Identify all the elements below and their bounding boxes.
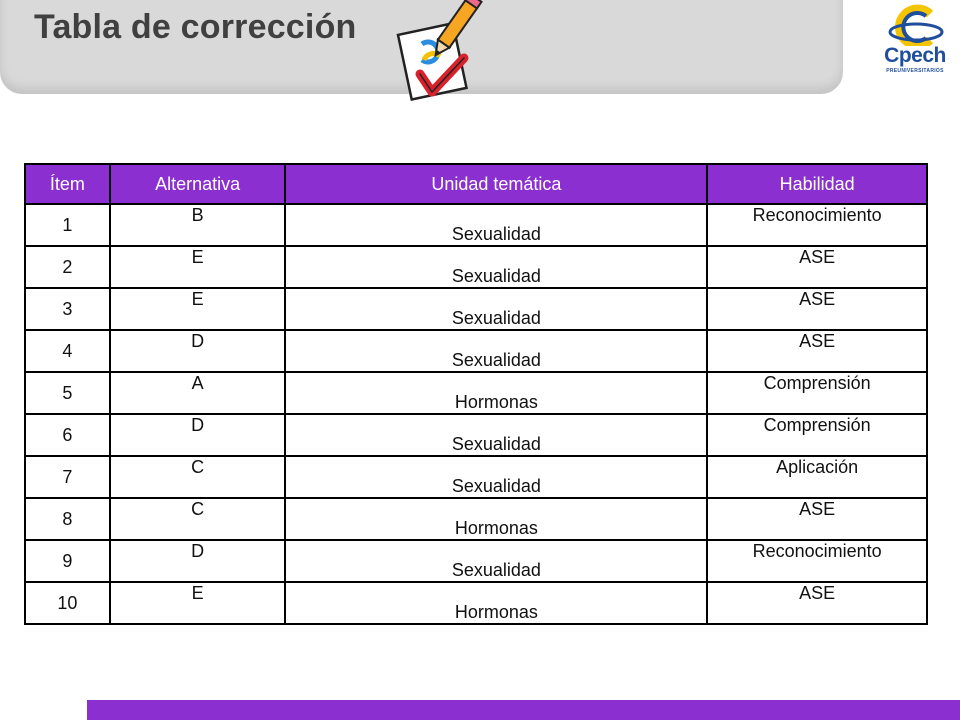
table-row <box>25 498 927 540</box>
table-row <box>25 246 927 288</box>
column-header-unidad: Unidad temática <box>285 164 707 204</box>
cell-alternativa: E <box>110 246 286 288</box>
pencil-checkmark-icon <box>394 0 484 104</box>
table-header-row <box>25 164 927 204</box>
cell-habilidad: ASE <box>707 330 927 372</box>
table-row <box>25 204 927 246</box>
footer-accent-bar <box>87 700 960 720</box>
logo-name: Cpech <box>884 44 946 67</box>
table-row <box>25 372 927 414</box>
cell-habilidad: Reconocimiento <box>707 540 927 582</box>
cell-item: 2 <box>25 246 110 288</box>
cell-habilidad: Comprensión <box>707 414 927 456</box>
cell-item: 1 <box>25 204 110 246</box>
cell-item: 9 <box>25 540 110 582</box>
cell-item: 6 <box>25 414 110 456</box>
cell-unidad: Sexualidad <box>285 330 707 372</box>
cell-unidad: Sexualidad <box>285 288 707 330</box>
table-row <box>25 540 927 582</box>
table-row <box>25 582 927 624</box>
cell-alternativa: D <box>110 414 286 456</box>
correction-table <box>24 163 928 625</box>
cell-alternativa: B <box>110 204 286 246</box>
cell-habilidad: ASE <box>707 498 927 540</box>
table-row <box>25 414 927 456</box>
cell-alternativa: E <box>110 582 286 624</box>
cell-alternativa: D <box>110 330 286 372</box>
column-header-item: Ítem <box>25 164 110 204</box>
table-row <box>25 330 927 372</box>
cell-alternativa: C <box>110 498 286 540</box>
cell-item: 3 <box>25 288 110 330</box>
cell-alternativa: E <box>110 288 286 330</box>
cpech-logo-icon <box>876 2 954 46</box>
cell-unidad: Hormonas <box>285 498 707 540</box>
cell-unidad: Sexualidad <box>285 204 707 246</box>
cell-unidad: Sexualidad <box>285 456 707 498</box>
cell-alternativa: A <box>110 372 286 414</box>
cell-unidad: Sexualidad <box>285 246 707 288</box>
cell-unidad: Hormonas <box>285 372 707 414</box>
logo-tagline: PREUNIVERSITARIOS <box>886 68 944 74</box>
cell-unidad: Sexualidad <box>285 414 707 456</box>
cell-item: 7 <box>25 456 110 498</box>
table-row <box>25 456 927 498</box>
cell-habilidad: Aplicación <box>707 456 927 498</box>
cpech-logo <box>876 2 954 82</box>
cell-unidad: Sexualidad <box>285 540 707 582</box>
table-row <box>25 288 927 330</box>
cell-alternativa: D <box>110 540 286 582</box>
column-header-alternativa: Alternativa <box>110 164 286 204</box>
cell-habilidad: ASE <box>707 246 927 288</box>
cell-habilidad: Comprensión <box>707 372 927 414</box>
cell-alternativa: C <box>110 456 286 498</box>
cell-item: 4 <box>25 330 110 372</box>
cell-habilidad: ASE <box>707 582 927 624</box>
cell-habilidad: Reconocimiento <box>707 204 927 246</box>
cell-habilidad: ASE <box>707 288 927 330</box>
cell-item: 8 <box>25 498 110 540</box>
cell-item: 10 <box>25 582 110 624</box>
column-header-habilidad: Habilidad <box>707 164 927 204</box>
page-title: Tabla de corrección <box>34 8 357 46</box>
cell-unidad: Hormonas <box>285 582 707 624</box>
cell-item: 5 <box>25 372 110 414</box>
